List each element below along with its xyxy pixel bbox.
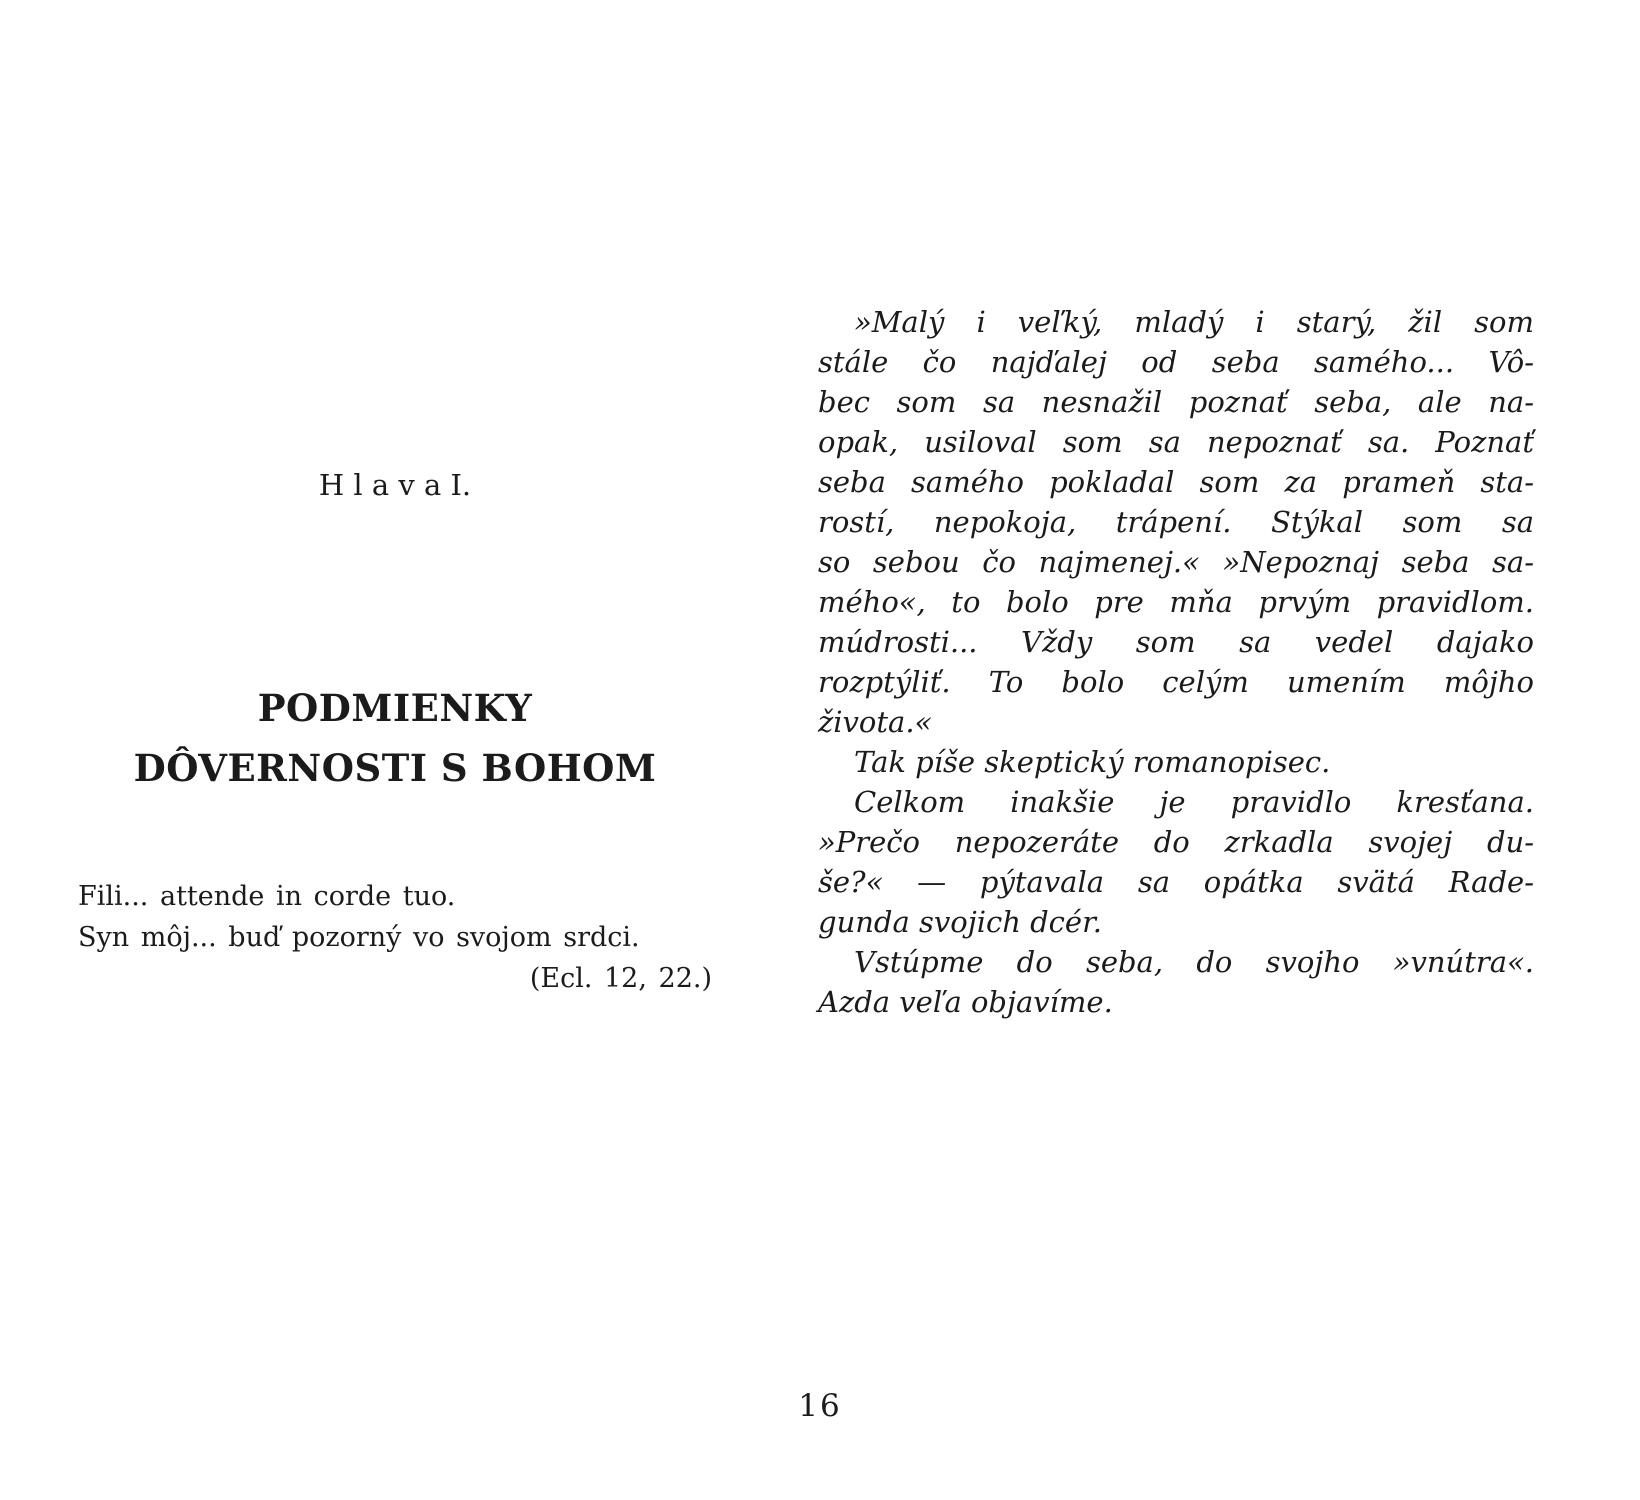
text-line: seba samého pokladal som za prameň sta-	[818, 465, 1534, 499]
section-title	[78, 678, 712, 798]
text-line: so sebou čo najmenej.« »Nepoznaj seba sa-	[818, 545, 1534, 579]
text-line: Vstúpme do seba, do svojho »vnútra«.	[854, 945, 1534, 979]
text-line: života.«	[818, 705, 933, 739]
text-line: še?« — pýtavala sa opátka svätá Rade-	[818, 865, 1534, 899]
text-line: bec som sa nesnažil poznať seba, ale na-	[818, 385, 1534, 419]
chapter-heading: H l a v a I.	[318, 468, 472, 502]
epigraph	[78, 876, 712, 999]
text-line: mého«, to bolo pre mňa prvým pravidlom.	[818, 585, 1534, 619]
epigraph-translation: Syn môj... buď pozorný vo svojom srdci.	[78, 922, 640, 953]
text-line: rozptýliť. To bolo celým umením môjho	[818, 665, 1534, 699]
text-line: Azda veľa objavíme.	[818, 985, 1113, 1019]
text-line: Tak píše skeptický romanopisec.	[854, 745, 1331, 779]
page-number: 16	[798, 1388, 842, 1424]
section-title-line1: PODMIENKY	[257, 686, 533, 730]
text-line: stále čo najďalej od seba samého... Vô-	[818, 345, 1534, 379]
left-column	[78, 0, 712, 1500]
text-line: rostí, nepokoja, trápení. Stýkal som sa	[818, 505, 1534, 539]
text-line: opak, usiloval som sa nepoznať sa. Poznať	[818, 425, 1534, 459]
epigraph-reference: (Ecl. 12, 22.)	[529, 963, 712, 994]
text-line: Celkom inakšie je pravidlo kresťana.	[854, 785, 1534, 819]
text-line: múdrosti... Vždy som sa vedel dajako	[818, 625, 1534, 659]
text-line: »Malý i veľký, mladý i starý, žil som	[854, 305, 1534, 339]
body-text-column	[818, 302, 1534, 1022]
text-line: gunda svojich dcér.	[818, 905, 1102, 939]
text-line: »Prečo nepozeráte do zrkadla svojej du-	[818, 825, 1534, 859]
section-title-line2: DÔVERNOSTI S BOHOM	[133, 746, 657, 790]
epigraph-latin: Fili... attende in corde tuo.	[78, 881, 456, 912]
